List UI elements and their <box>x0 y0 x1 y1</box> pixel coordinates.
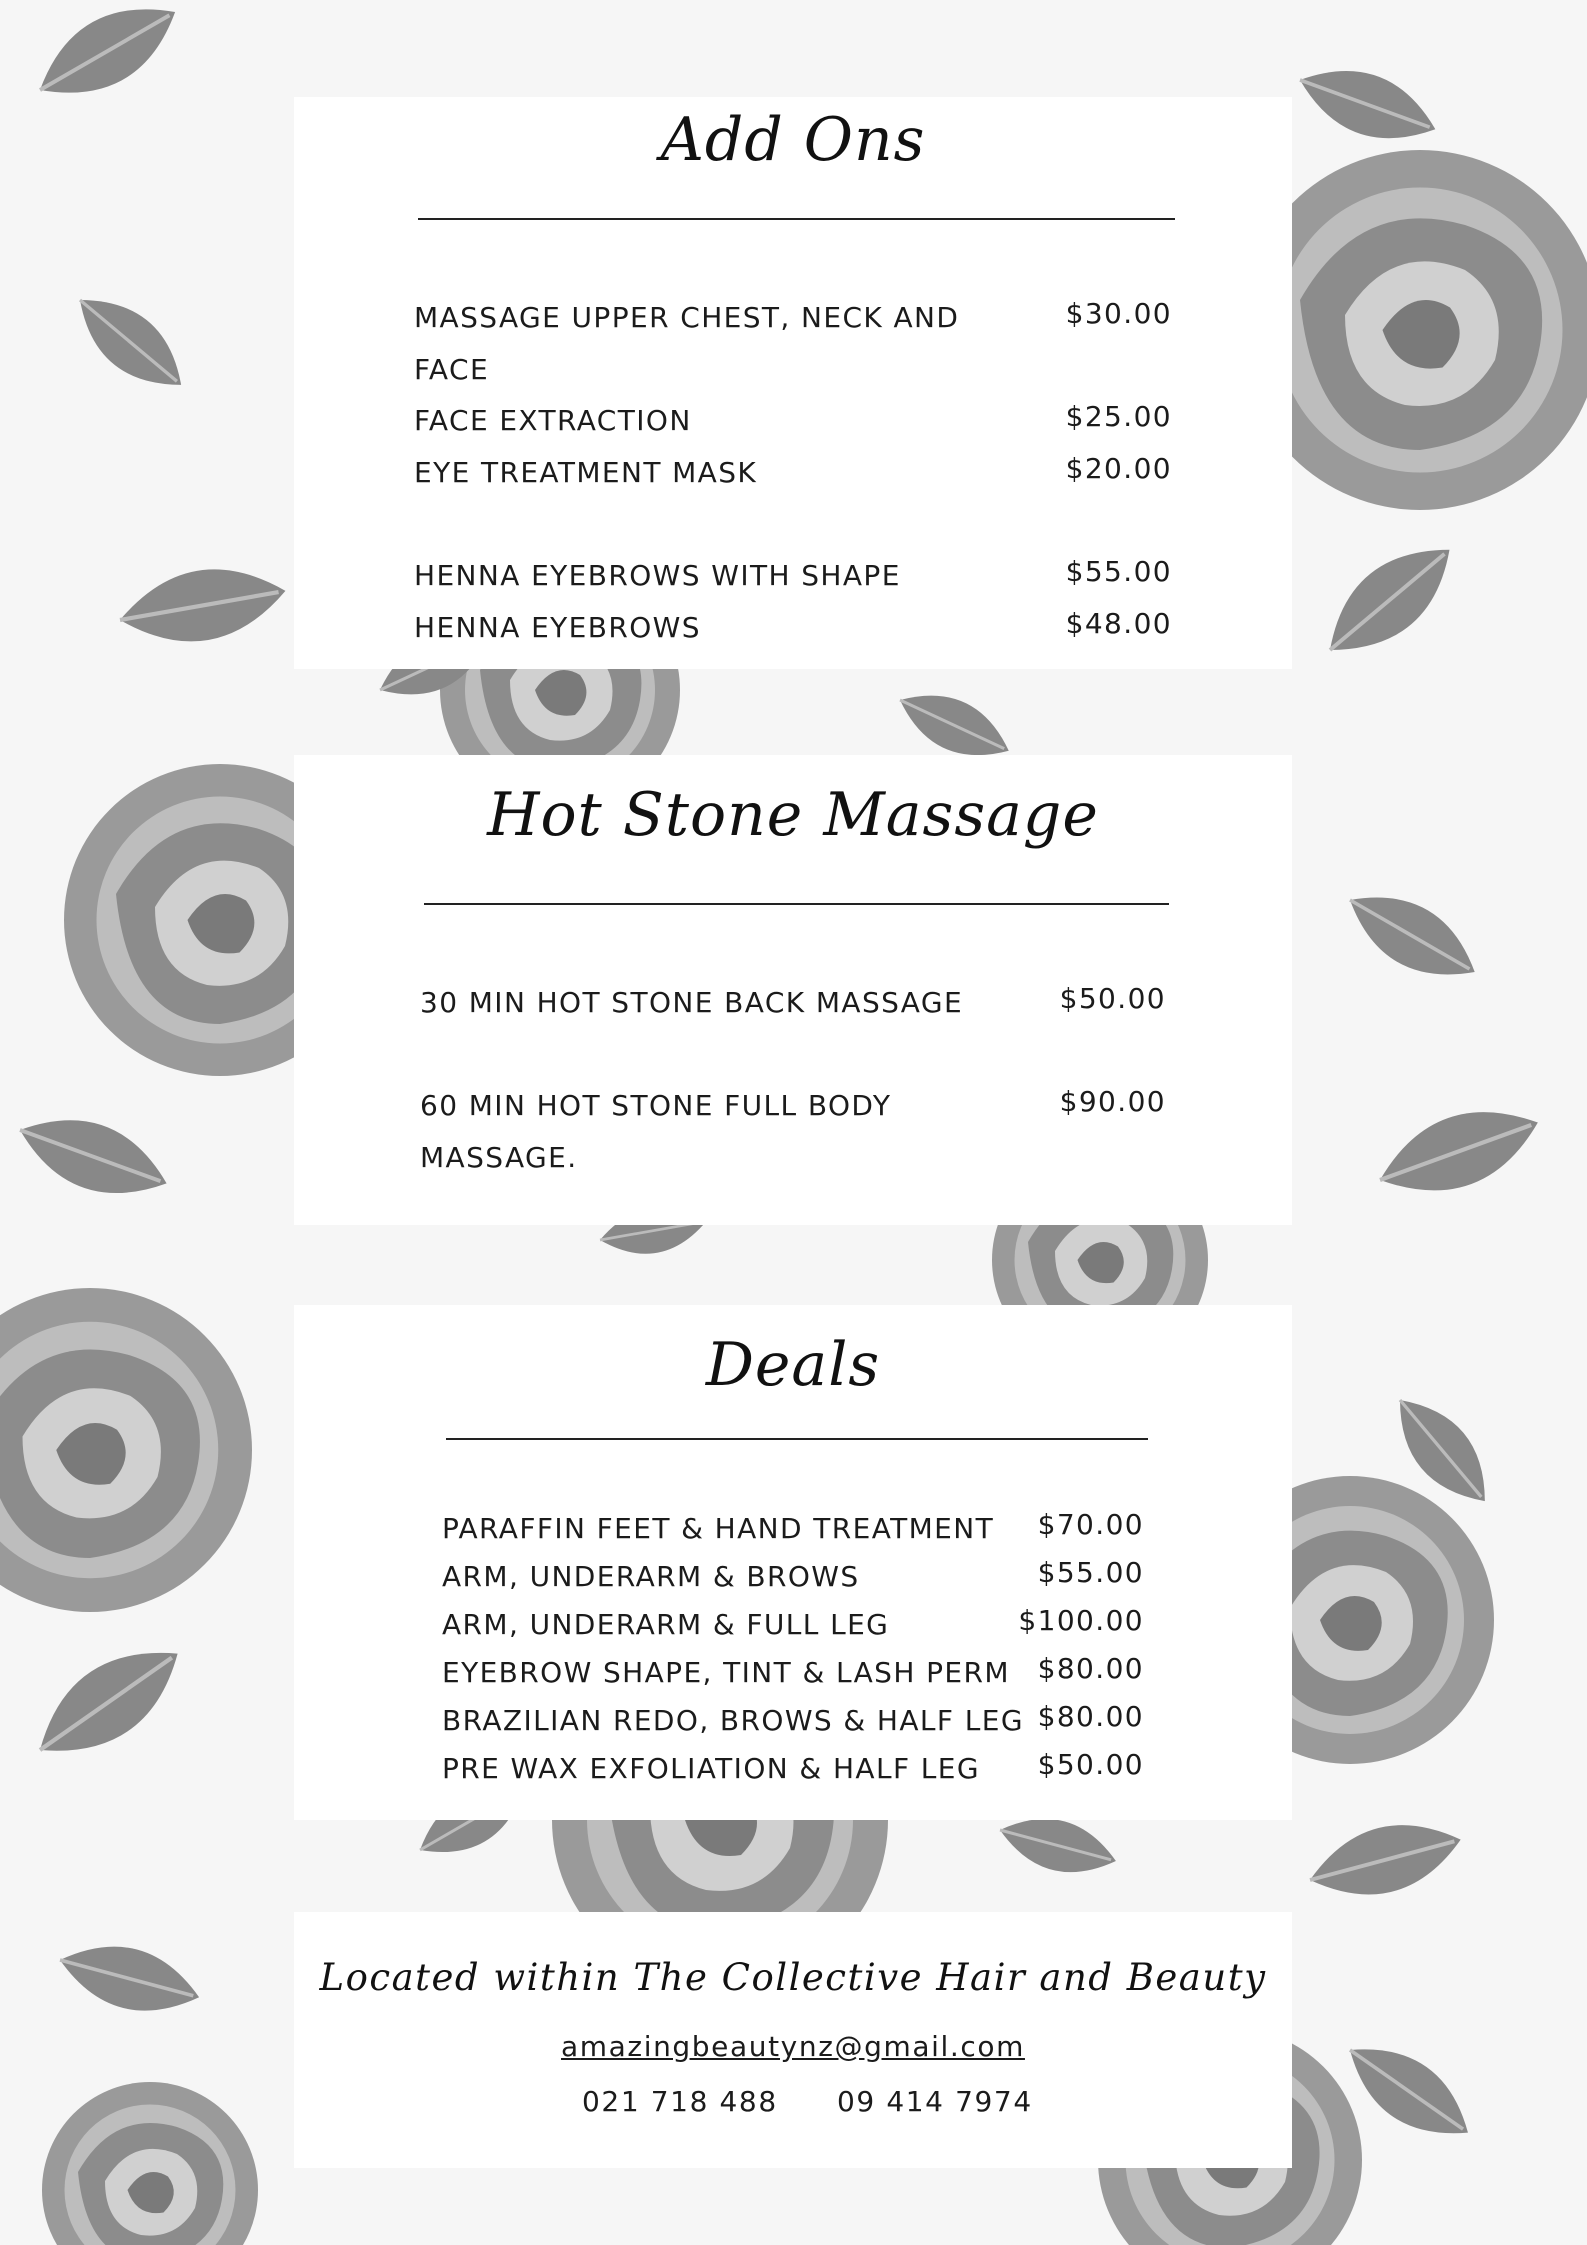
list-item: EYE TREATMENT MASK $20.00 <box>414 447 1172 499</box>
email-link[interactable]: amazingbeautynz@gmail.com <box>561 2030 1025 2063</box>
list-item: HENNA EYEBROWS WITH SHAPE $55.00 <box>414 550 1172 602</box>
price: $80.00 <box>1037 1652 1144 1685</box>
price: $25.00 <box>1065 400 1172 433</box>
contact-panel <box>294 1912 1292 2168</box>
divider <box>446 1438 1148 1440</box>
price: $90.00 <box>1059 1085 1166 1118</box>
list-item: 30 MIN HOT STONE BACK MASSAGE $50.00 <box>420 977 1166 1029</box>
list-item: PARAFFIN FEET & HAND TREATMENT $70.00 <box>442 1505 1144 1553</box>
location-text: Located within The Collective Hair and Beauty <box>319 1956 1267 1999</box>
price: $50.00 <box>1037 1748 1144 1781</box>
phone-number-2: 09 414 7974 <box>837 2085 1033 2118</box>
price: $100.00 <box>1018 1604 1144 1637</box>
section-title-add-ons: Add Ons <box>660 105 926 175</box>
list-item: MASSAGE UPPER CHEST, NECK AND FACE $30.00 <box>414 292 1172 396</box>
list-item: 60 MIN HOT STONE FULL BODY MASSAGE. $90.00 <box>420 1080 1166 1184</box>
list-item: HENNA EYEBROWS $48.00 <box>414 602 1172 654</box>
divider <box>418 218 1175 220</box>
price: $70.00 <box>1037 1508 1144 1541</box>
phone-number-1: 021 718 488 <box>582 2085 778 2118</box>
divider <box>424 903 1169 905</box>
list-item: ARM, UNDERARM & BROWS $55.00 <box>442 1553 1144 1601</box>
add-ons-panel <box>294 97 1292 669</box>
list-item: ARM, UNDERARM & FULL LEG $100.00 <box>442 1601 1144 1649</box>
price: $55.00 <box>1037 1556 1144 1589</box>
price: $30.00 <box>1065 297 1172 330</box>
list-item: EYEBROW SHAPE, TINT & LASH PERM $80.00 <box>442 1649 1144 1697</box>
price: $48.00 <box>1065 607 1172 640</box>
price: $20.00 <box>1065 452 1172 485</box>
list-item: FACE EXTRACTION $25.00 <box>414 395 1172 447</box>
list-item: BRAZILIAN REDO, BROWS & HALF LEG $80.00 <box>442 1697 1144 1745</box>
price: $50.00 <box>1059 982 1166 1015</box>
price: $55.00 <box>1065 555 1172 588</box>
deals-panel <box>294 1305 1292 1820</box>
price: $80.00 <box>1037 1700 1144 1733</box>
hot-stone-massage-panel <box>294 755 1292 1225</box>
section-title-hot-stone-massage: Hot Stone Massage <box>487 780 1099 850</box>
section-title-deals: Deals <box>705 1330 881 1400</box>
list-item: PRE WAX EXFOLIATION & HALF LEG $50.00 <box>442 1745 1144 1793</box>
